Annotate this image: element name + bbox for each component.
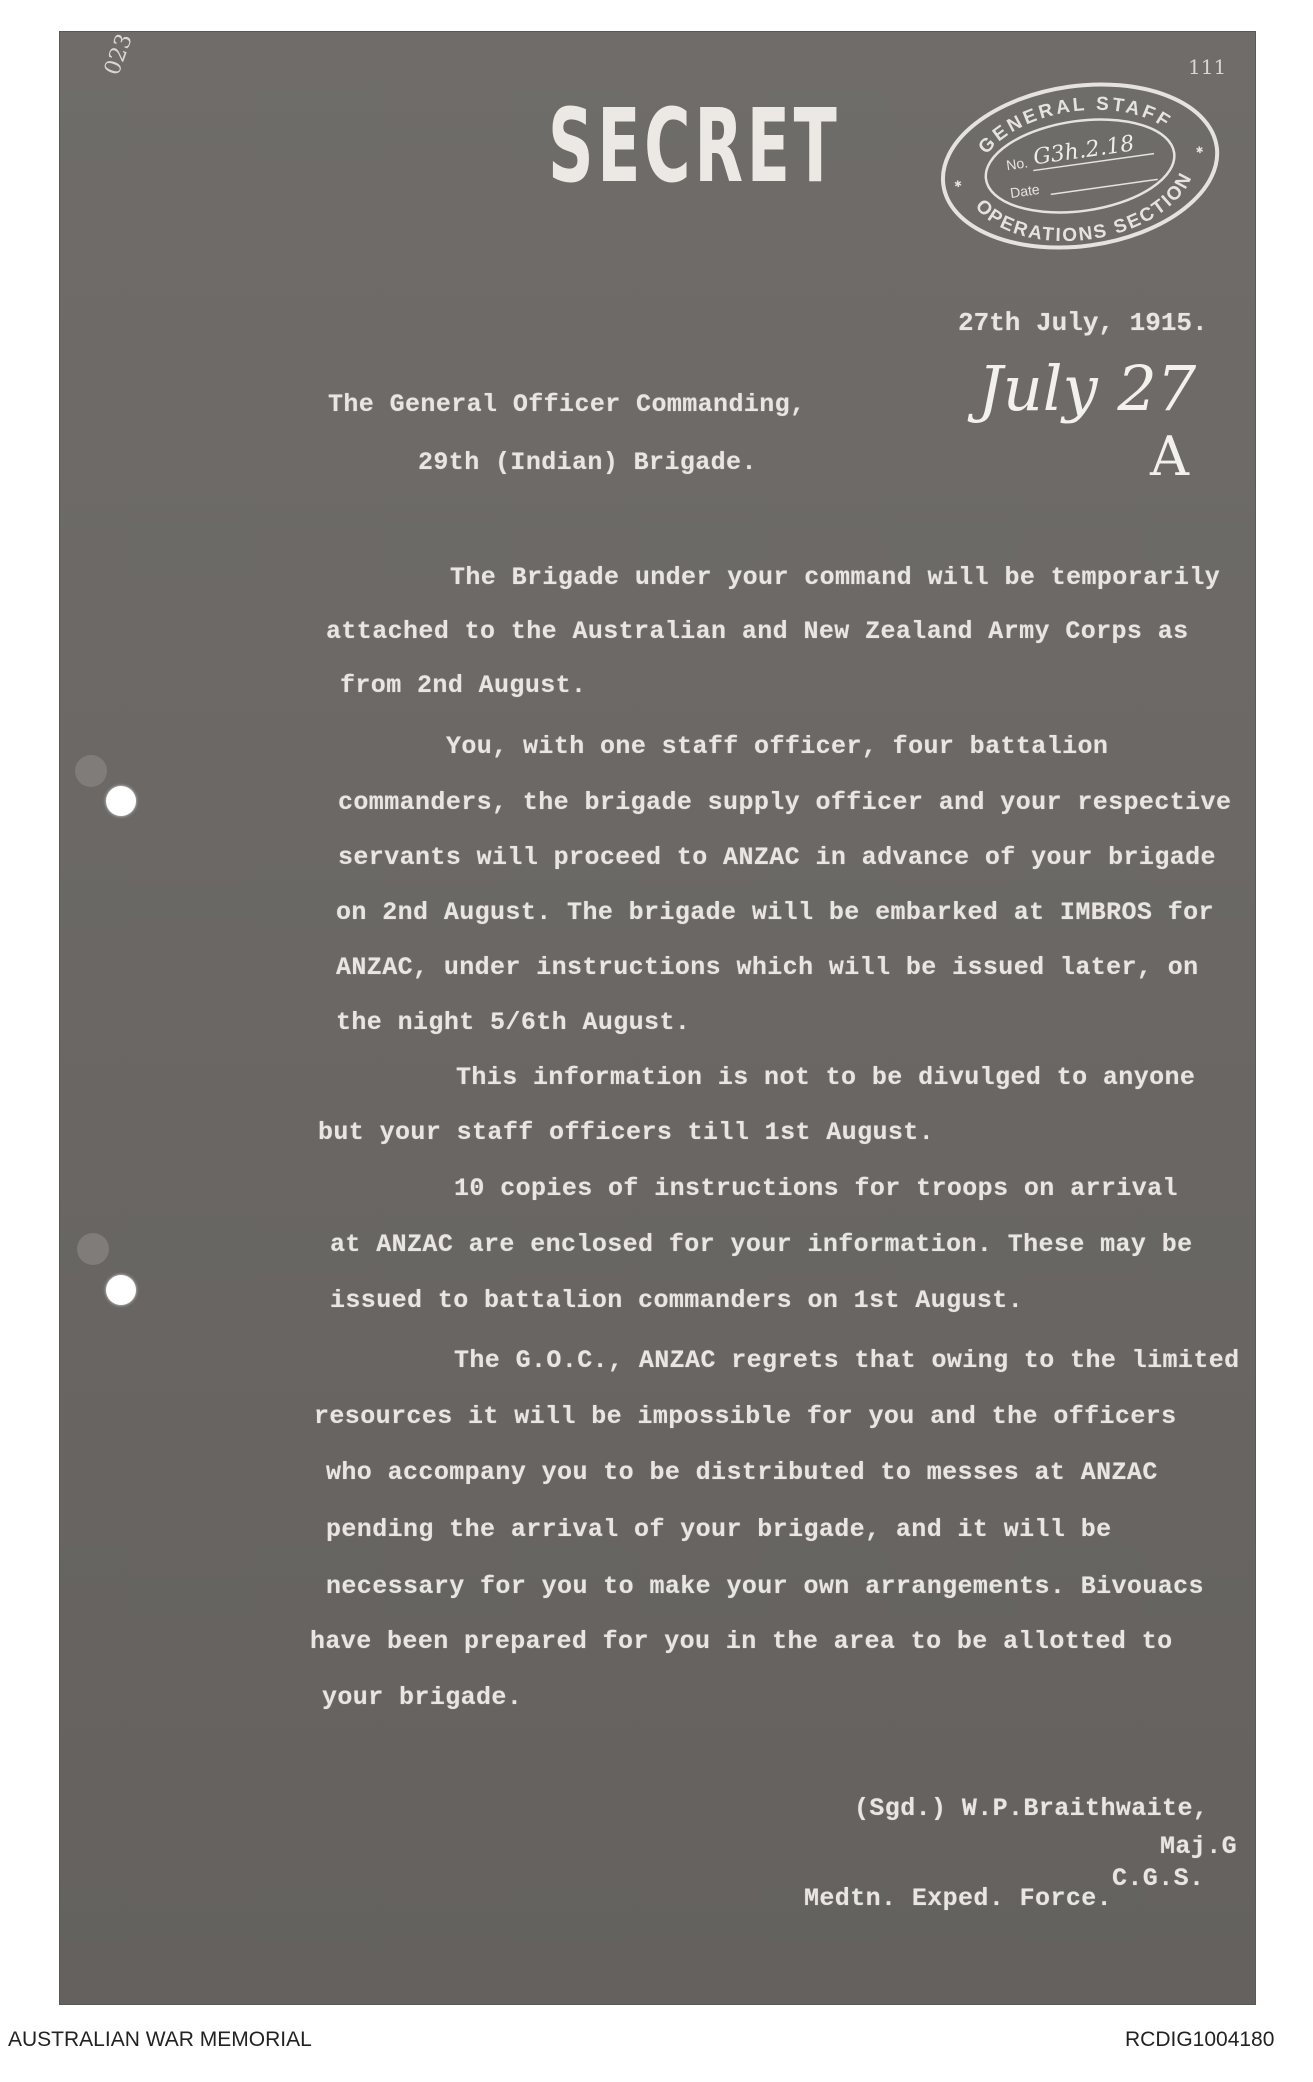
body-line: pending the arrival of your brigade, and it will be	[326, 1515, 1112, 1544]
body-line: ANZAC, under instructions which will be issued later, on	[336, 953, 1199, 982]
footer-archive-name: AUSTRALIAN WAR MEMORIAL	[8, 2028, 312, 2051]
secret-heading: SECRET	[548, 87, 841, 206]
signature-line: (Sgd.) W.P.Braithwaite,	[854, 1794, 1209, 1823]
body-line: The Brigade under your command will be temporarily	[450, 563, 1221, 592]
punch-hole	[106, 786, 136, 816]
body-line: who accompany you to be distributed to messes at ANZAC	[326, 1458, 1158, 1487]
signature-rank: Maj.G	[1160, 1832, 1238, 1861]
body-line: on 2nd August. The brigade will be embarked at IMBROS for	[336, 898, 1214, 927]
addressee-line-1: The General Officer Commanding,	[328, 390, 806, 419]
stamp-top-text: GENERAL STAFF	[974, 93, 1176, 159]
handwritten-date: July 27	[978, 352, 1197, 425]
body-line: at ANZAC are enclosed for your information. These may be	[330, 1230, 1193, 1259]
body-line: but your staff officers till 1st August.	[318, 1118, 935, 1147]
body-line: necessary for you to make your own arrangements. Bivouacs	[326, 1572, 1204, 1601]
punch-hole-shadow	[77, 1233, 109, 1265]
addressee-line-2: 29th (Indian) Brigade.	[418, 448, 757, 477]
punch-hole-shadow	[75, 755, 107, 787]
svg-text:✱: ✱	[1195, 142, 1205, 158]
body-line: You, with one staff officer, four battalion	[446, 732, 1109, 761]
body-line: have been prepared for you in the area to be allotted to	[310, 1627, 1173, 1656]
body-line: servants will proceed to ANZAC in advance of your brigade	[338, 843, 1216, 872]
body-line: commanders, the brigade supply officer and your respective	[338, 788, 1232, 817]
handwritten-annotation: A	[1150, 425, 1189, 488]
letter-date: 27th July, 1915.	[958, 308, 1208, 338]
body-line: your brigade.	[322, 1683, 523, 1712]
body-line: attached to the Australian and New Zealand Army Corps as	[326, 617, 1189, 646]
body-line: resources it will be impossible for you and the officers	[314, 1402, 1177, 1431]
signature-force: Medtn. Exped. Force.	[804, 1884, 1113, 1913]
stamp-no-label: No.	[1005, 154, 1029, 174]
folio-number-left: 023	[100, 30, 138, 79]
body-line: 10 copies of instructions for troops on arrival	[454, 1174, 1178, 1203]
stamp-bottom-text: OPERATIONS SECTION	[971, 168, 1197, 247]
body-line: This information is not to be divulged to anyone	[456, 1063, 1196, 1092]
footer-record-id: RCDIG1004180	[1125, 2028, 1275, 2051]
svg-text:✱: ✱	[953, 176, 963, 192]
body-line: issued to battalion commanders on 1st August.	[330, 1286, 1024, 1315]
body-line: from 2nd August.	[340, 671, 587, 700]
signature-title: C.G.S.	[1112, 1864, 1205, 1893]
stamp-date-label: Date	[1009, 180, 1041, 201]
body-line: The G.O.C., ANZAC regrets that owing to the limited	[454, 1346, 1240, 1375]
body-line: the night 5/6th August.	[336, 1008, 691, 1037]
punch-hole	[106, 1275, 136, 1305]
stamp-no-value: G3h.2.18	[1031, 131, 1136, 171]
folio-number-right: 111	[1188, 55, 1227, 79]
